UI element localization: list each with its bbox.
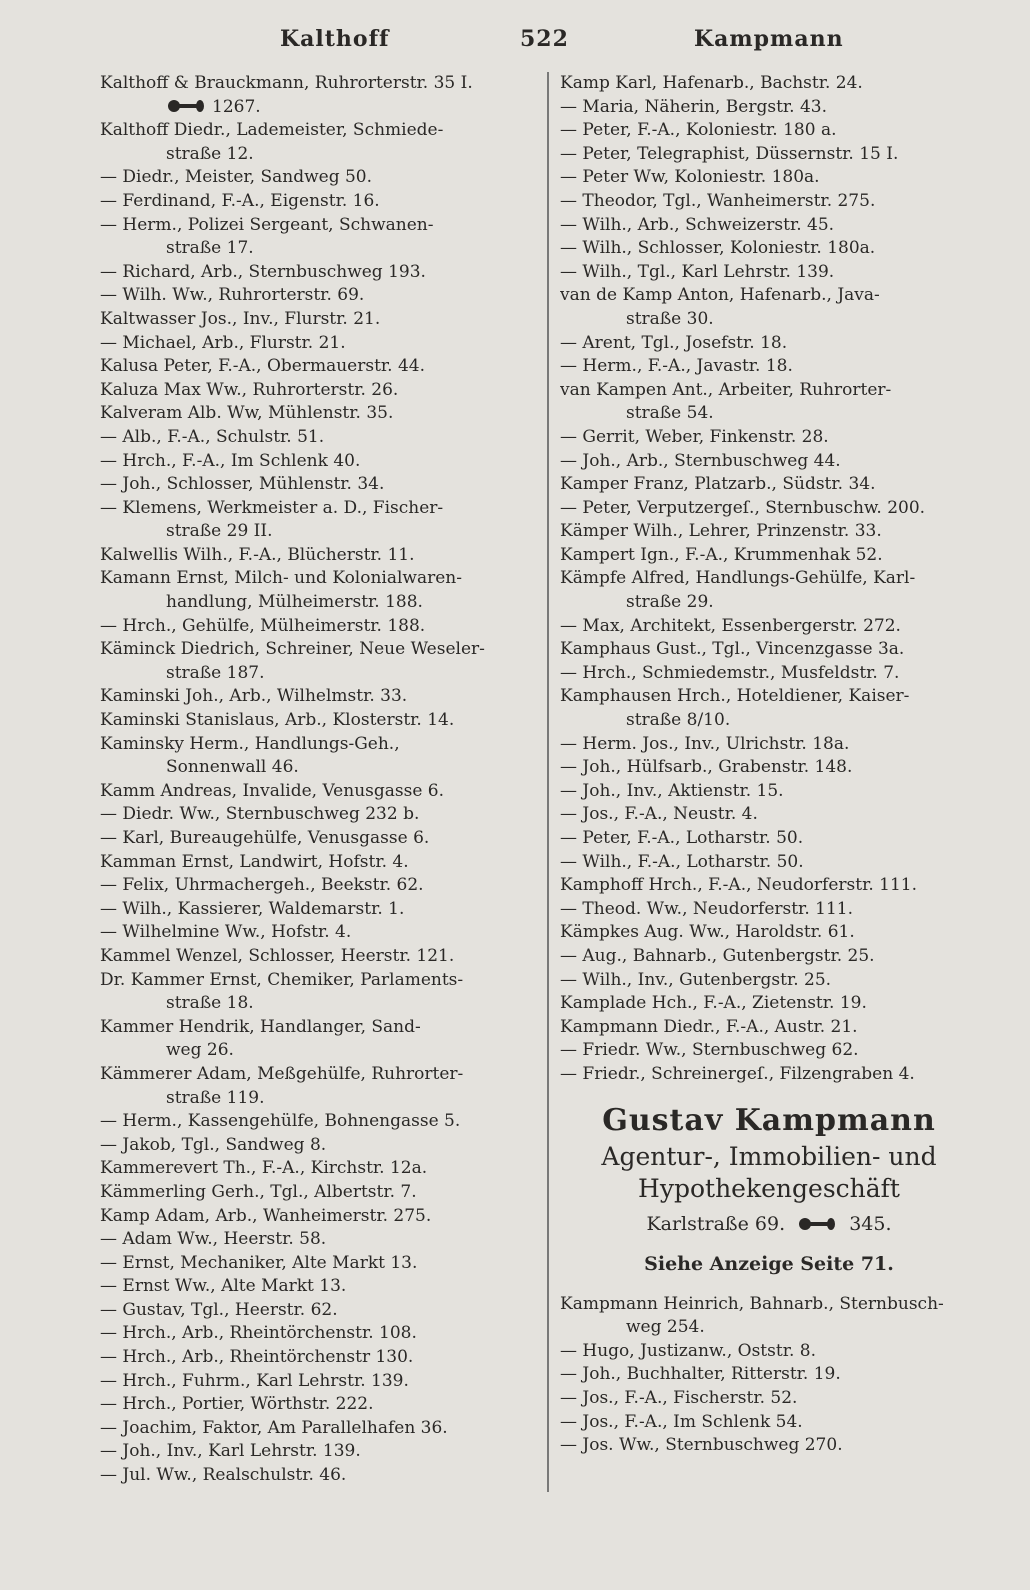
entry-text: Kamp Karl, Hafenarb., Bachstr. 24.	[560, 73, 863, 93]
entry-text: — Wilh., Tgl., Karl Lehrstr. 139.	[560, 261, 835, 282]
advertisement	[560, 1101, 978, 1281]
directory-entry	[100, 803, 532, 827]
entry-text: Kaltwasser Jos., Inv., Flurstr. 21.	[100, 308, 381, 329]
directory-entry	[560, 827, 978, 851]
directory-entry	[560, 780, 978, 804]
entry-text: Dr. Kammer Ernst, Chemiker, Parlaments-	[100, 969, 464, 990]
entry-text: Kamplade Hch., F.-A., Zietenstr. 19.	[560, 993, 867, 1014]
ad-contact	[560, 1207, 978, 1241]
directory-entry	[100, 1110, 532, 1134]
directory-entry	[560, 426, 978, 450]
entry-text: — Jul. Ww., Realschulstr. 46.	[100, 1465, 347, 1486]
entry-text: Kamman Ernst, Landwirt, Hofstr. 4.	[100, 851, 409, 872]
directory-entry	[560, 166, 978, 190]
right-column	[560, 72, 978, 1458]
directory-entry	[100, 1299, 532, 1323]
entry-text: Kammer Hendrik, Handlanger, Sand-	[100, 1016, 421, 1037]
entry-text: — Alb., F.-A., Schulstr. 51.	[100, 426, 325, 447]
entry-text: — Hugo, Justizanw., Oststr. 8.	[560, 1340, 816, 1361]
directory-entry	[100, 96, 532, 120]
directory-entry	[560, 921, 978, 945]
directory-entry	[100, 638, 532, 662]
directory-entry	[100, 214, 532, 238]
directory-entry	[100, 1205, 532, 1229]
directory-entry	[560, 662, 978, 686]
directory-entry	[560, 709, 978, 733]
entry-text: Kampmann Diedr., F.-A., Austr. 21.	[560, 1016, 858, 1037]
directory-entry	[100, 1134, 532, 1158]
directory-entry	[100, 1370, 532, 1394]
entry-text: — Felix, Uhrmachergeh., Beekstr. 62.	[100, 875, 424, 896]
entry-text: — Peter, F.-A., Koloniestr. 180 a.	[560, 120, 837, 141]
directory-entry	[100, 1157, 532, 1181]
directory-entry	[100, 72, 532, 96]
directory-entry	[100, 1346, 532, 1370]
entry-text: — Hrch., Fuhrm., Karl Lehrstr. 139.	[100, 1370, 409, 1391]
directory-entry	[100, 685, 532, 709]
entry-text: — Peter Ww, Koloniestr. 180a.	[560, 167, 820, 188]
directory-entry	[560, 1387, 978, 1411]
directory-entry	[560, 72, 978, 96]
entry-text: straße 30.	[626, 308, 714, 329]
directory-entry	[560, 96, 978, 120]
directory-entry	[100, 851, 532, 875]
ad-phone: 345.	[849, 1212, 892, 1235]
entry-text: Kämpfe Alfred, Handlungs-Gehülfe, Karl-	[560, 568, 916, 589]
page-header	[0, 26, 1030, 62]
entry-text: — Diedr. Ww., Sternbuschweg 232 b.	[100, 804, 420, 825]
telephone-icon	[166, 99, 206, 113]
directory-entry	[560, 1363, 978, 1387]
directory-entry	[100, 308, 532, 332]
directory-entry	[100, 1228, 532, 1252]
directory-entry	[560, 379, 978, 403]
page-number: 522	[520, 26, 569, 52]
directory-entry	[100, 1275, 532, 1299]
entry-text: Kämpkes Aug. Ww., Haroldstr. 61.	[560, 922, 855, 943]
directory-entry	[560, 355, 978, 379]
directory-entry	[100, 591, 532, 615]
entry-text: — Max, Architekt, Essenbergerstr. 272.	[560, 615, 901, 636]
directory-entry	[100, 969, 532, 993]
directory-entry	[560, 756, 978, 780]
entry-text: straße 54.	[626, 403, 714, 424]
entry-text: Kämmerer Adam, Meßgehülfe, Ruhrorter-	[100, 1063, 464, 1084]
directory-entry	[100, 1063, 532, 1087]
entry-text: — Jakob, Tgl., Sandweg 8.	[100, 1134, 327, 1155]
right-column-top-entries	[560, 72, 978, 1087]
entry-text: — Diedr., Meister, Sandweg 50.	[100, 167, 373, 188]
directory-entry	[100, 992, 532, 1016]
entry-text: — Peter, Telegraphist, Düssernstr. 15 I.	[560, 143, 899, 164]
directory-entry	[100, 520, 532, 544]
ad-line-1: Agentur-, Immobilien- und	[601, 1141, 937, 1171]
entry-text: — Hrch., F.-A., Im Schlenk 40.	[100, 450, 361, 471]
directory-entry	[100, 119, 532, 143]
directory-entry	[560, 214, 978, 238]
entry-text: Kamphausen Hrch., Hoteldiener, Kaiser-	[560, 686, 910, 707]
entry-text: Kaminsky Herm., Handlungs-Geh.,	[100, 733, 400, 754]
entry-text: — Aug., Bahnarb., Gutenbergstr. 25.	[560, 945, 875, 966]
entry-text: — Ferdinand, F.-A., Eigenstr. 16.	[100, 190, 380, 211]
ad-reference: Siehe Anzeige Seite 71.	[644, 1252, 894, 1275]
directory-entry	[100, 1440, 532, 1464]
entry-text: — Theodor, Tgl., Wanheimerstr. 275.	[560, 190, 876, 211]
directory-entry	[560, 497, 978, 521]
directory-entry	[560, 615, 978, 639]
directory-entry	[100, 1393, 532, 1417]
entry-text: Kämper Wilh., Lehrer, Prinzenstr. 33.	[560, 521, 882, 542]
directory-entry	[560, 402, 978, 426]
entry-text: — Joh., Buchhalter, Ritterstr. 19.	[560, 1364, 841, 1385]
directory-entry	[560, 685, 978, 709]
entry-text: — Richard, Arb., Sternbuschweg 193.	[100, 261, 426, 282]
entry-text: Kamp Adam, Arb., Wanheimerstr. 275.	[100, 1205, 432, 1226]
directory-entry	[560, 969, 978, 993]
directory-entry	[560, 1016, 978, 1040]
entry-text: — Hrch., Arb., Rheintörchenstr 130.	[100, 1347, 414, 1368]
entry-text: Kaminski Stanislaus, Arb., Klosterstr. 14.	[100, 710, 455, 731]
entry-text: — Hrch., Gehülfe, Mülheimerstr. 188.	[100, 615, 426, 636]
directory-entry	[560, 591, 978, 615]
directory-entry	[100, 426, 532, 450]
directory-entry	[560, 237, 978, 261]
directory-entry	[560, 1340, 978, 1364]
directory-entry	[100, 567, 532, 591]
entry-text: — Arent, Tgl., Josefstr. 18.	[560, 332, 788, 353]
entry-text: — Ernst, Mechaniker, Alte Markt 13.	[100, 1252, 418, 1273]
entry-text: Kalveram Alb. Ww, Mühlenstr. 35.	[100, 403, 394, 424]
directory-entry	[560, 544, 978, 568]
directory-entry	[100, 143, 532, 167]
entry-text: — Joachim, Faktor, Am Parallelhafen 36.	[100, 1417, 448, 1438]
directory-entry	[100, 473, 532, 497]
directory-entry	[560, 450, 978, 474]
directory-entry	[560, 898, 978, 922]
directory-entry	[100, 898, 532, 922]
entry-text: — Friedr., Schreinergeſ., Filzengraben 4.	[560, 1063, 915, 1084]
entry-text: straße 29 II.	[166, 521, 273, 542]
directory-entry	[100, 237, 532, 261]
ad-company-name: Gustav Kampmann	[602, 1102, 936, 1138]
directory-entry	[100, 284, 532, 308]
directory-entry	[100, 615, 532, 639]
entry-text: — Joh., Arb., Sternbuschweg 44.	[560, 450, 841, 471]
entry-text: straße 119.	[166, 1087, 265, 1108]
entry-text: handlung, Mülheimerstr. 188.	[166, 592, 423, 613]
entry-text: — Herm., F.-A., Javastr. 18.	[560, 356, 793, 377]
entry-text: van de Kamp Anton, Hafenarb., Java-	[560, 285, 880, 306]
directory-entry	[100, 756, 532, 780]
entry-text: Kaluza Max Ww., Ruhrorterstr. 26.	[100, 379, 399, 400]
entry-text: weg 254.	[626, 1317, 705, 1338]
directory-entry	[560, 520, 978, 544]
entry-text: — Wilh., Schlosser, Koloniestr. 180a.	[560, 238, 876, 259]
entry-text: Kamphaus Gust., Tgl., Vincenzgasse 3a.	[560, 639, 905, 660]
directory-entry	[560, 1063, 978, 1087]
directory-entry	[560, 190, 978, 214]
entry-text: Kamm Andreas, Invalide, Venusgasse 6.	[100, 780, 445, 801]
entry-text: — Wilh. Ww., Ruhrorterstr. 69.	[100, 285, 365, 306]
entry-text: Kalwellis Wilh., F.-A., Blücherstr. 11.	[100, 544, 415, 565]
directory-entry	[100, 1322, 532, 1346]
directory-entry	[100, 355, 532, 379]
ad-line-2: Hypothekengeschäft	[638, 1173, 900, 1203]
column-divider	[547, 72, 549, 1492]
entry-text: — Wilh., Kassierer, Waldemarstr. 1.	[100, 898, 405, 919]
telephone-icon	[797, 1217, 837, 1231]
directory-entry	[560, 1316, 978, 1340]
entry-text: — Maria, Näherin, Bergstr. 43.	[560, 96, 828, 117]
left-column	[100, 72, 532, 1488]
directory-entry	[100, 261, 532, 285]
entry-text: — Hrch., Portier, Wörthstr. 222.	[100, 1394, 374, 1415]
directory-entry	[100, 1181, 532, 1205]
directory-entry	[560, 1293, 978, 1317]
entry-text: — Gerrit, Weber, Finkenstr. 28.	[560, 426, 829, 447]
entry-text: Kampert Ign., F.-A., Krummenhak 52.	[560, 544, 883, 565]
header-left-keyword: Kalthoff	[280, 26, 390, 52]
directory-entry	[560, 851, 978, 875]
entry-text: — Jos. Ww., Sternbuschweg 270.	[560, 1435, 843, 1456]
entry-text: — Hrch., Arb., Rheintörchenstr. 108.	[100, 1323, 417, 1344]
directory-entry	[100, 921, 532, 945]
directory-entry	[100, 332, 532, 356]
entry-text: — Herm., Polizei Sergeant, Schwanen-	[100, 214, 434, 235]
entry-text: weg 26.	[166, 1040, 234, 1061]
entry-text: Kämmerling Gerh., Tgl., Albertstr. 7.	[100, 1181, 417, 1202]
entry-text: Kaminski Joh., Arb., Wilhelmstr. 33.	[100, 686, 408, 707]
directory-entry	[560, 119, 978, 143]
directory-entry	[100, 379, 532, 403]
directory-entry	[100, 662, 532, 686]
entry-text: 1267.	[212, 96, 261, 117]
entry-text: — Joh., Inv., Karl Lehrstr. 139.	[100, 1441, 361, 1462]
entry-text: Kamann Ernst, Milch- und Kolonialwaren-	[100, 568, 462, 589]
directory-entry	[100, 166, 532, 190]
directory-entry	[560, 803, 978, 827]
entry-text: Kalusa Peter, F.-A., Obermauerstr. 44.	[100, 356, 426, 377]
entry-text: — Theod. Ww., Neudorferstr. 111.	[560, 898, 853, 919]
right-column-bottom-entries	[560, 1293, 978, 1458]
entry-text: Kalthoff & Brauckmann, Ruhrorterstr. 35 I.	[100, 73, 473, 93]
entry-text: — Gustav, Tgl., Heerstr. 62.	[100, 1299, 338, 1320]
entry-text: — Karl, Bureaugehülfe, Venusgasse 6.	[100, 828, 430, 848]
entry-text: straße 187.	[166, 662, 265, 683]
entry-text: — Klemens, Werkmeister a. D., Fischer-	[100, 497, 444, 518]
entry-text: — Wilhelmine Ww., Hofstr. 4.	[100, 922, 352, 943]
entry-text: — Jos., F.-A., Neustr. 4.	[560, 804, 758, 825]
ad-address: Karlstraße 69.	[646, 1212, 786, 1235]
directory-entry	[100, 1087, 532, 1111]
entry-text: — Peter, F.-A., Lotharstr. 50.	[560, 828, 804, 848]
entry-text: Kammel Wenzel, Schlosser, Heerstr. 121.	[100, 945, 455, 966]
directory-entry	[100, 827, 532, 851]
directory-entry	[100, 190, 532, 214]
directory-entry	[100, 402, 532, 426]
directory-entry	[100, 945, 532, 969]
entry-text: — Wilh., F.-A., Lotharstr. 50.	[560, 851, 804, 872]
entry-text: — Jos., F.-A., Im Schlenk 54.	[560, 1411, 803, 1432]
entry-text: Käminck Diedrich, Schreiner, Neue Weseler-	[100, 639, 485, 660]
entry-text: — Joh., Hülfsarb., Grabenstr. 148.	[560, 757, 853, 778]
entry-text: — Wilh., Inv., Gutenbergstr. 25.	[560, 969, 832, 990]
entry-text: — Ernst Ww., Alte Markt 13.	[100, 1276, 347, 1297]
entry-text: — Joh., Schlosser, Mühlenstr. 34.	[100, 474, 385, 495]
entry-text: Kamphoff Hrch., F.-A., Neudorferstr. 111.	[560, 875, 917, 896]
directory-entry	[560, 332, 978, 356]
entry-text: — Wilh., Arb., Schweizerstr. 45.	[560, 214, 835, 235]
entry-text: straße 17.	[166, 238, 254, 259]
directory-entry	[560, 308, 978, 332]
entry-text: Sonnenwall 46.	[166, 757, 299, 778]
directory-entry	[560, 874, 978, 898]
directory-entry	[100, 450, 532, 474]
entry-text: van Kampen Ant., Arbeiter, Ruhrorter-	[560, 379, 892, 400]
entry-text: — Michael, Arb., Flurstr. 21.	[100, 332, 346, 353]
entry-text: straße 18.	[166, 993, 254, 1014]
directory-entry	[100, 1252, 532, 1276]
directory-entry	[100, 544, 532, 568]
directory-entry	[100, 733, 532, 757]
directory-entry	[560, 1039, 978, 1063]
entry-text: straße 12.	[166, 143, 254, 164]
directory-entry	[100, 1016, 532, 1040]
entry-text: — Herm., Kassengehülfe, Bohnengasse 5.	[100, 1111, 461, 1132]
entry-text: — Joh., Inv., Aktienstr. 15.	[560, 780, 784, 801]
entry-text: Kalthoff Diedr., Lademeister, Schmiede-	[100, 120, 444, 141]
entry-text: — Hrch., Schmiedemstr., Musfeldstr. 7.	[560, 662, 900, 683]
entry-text: Kampmann Heinrich, Bahnarb., Sternbusch-	[560, 1293, 944, 1314]
entry-text: straße 29.	[626, 592, 714, 613]
entry-text: straße 8/10.	[626, 710, 731, 731]
entry-text: — Peter, Verputzergeſ., Sternbuschw. 200.	[560, 497, 926, 518]
directory-entry	[100, 1464, 532, 1488]
directory-entry	[100, 1417, 532, 1441]
directory-entry	[560, 261, 978, 285]
directory-entry	[100, 780, 532, 804]
entry-text: — Friedr. Ww., Sternbuschweg 62.	[560, 1040, 859, 1061]
entry-text: Kammerevert Th., F.-A., Kirchstr. 12a.	[100, 1158, 428, 1179]
directory-entry	[100, 497, 532, 521]
directory-entry	[560, 473, 978, 497]
directory-entry	[100, 709, 532, 733]
directory-entry	[560, 1434, 978, 1458]
entry-text: — Jos., F.-A., Fischerstr. 52.	[560, 1387, 798, 1408]
directory-entry	[560, 284, 978, 308]
directory-entry	[100, 874, 532, 898]
entry-text: Kamper Franz, Platzarb., Südstr. 34.	[560, 474, 876, 495]
directory-entry	[560, 1411, 978, 1435]
directory-entry	[560, 567, 978, 591]
directory-entry	[560, 638, 978, 662]
entry-text: — Adam Ww., Heerstr. 58.	[100, 1229, 327, 1250]
entry-text: — Herm. Jos., Inv., Ulrichstr. 18a.	[560, 733, 850, 754]
directory-entry	[100, 1039, 532, 1063]
header-right-keyword: Kampmann	[694, 26, 844, 52]
directory-entry	[560, 733, 978, 757]
directory-entry	[560, 143, 978, 167]
directory-entry	[560, 992, 978, 1016]
directory-entry	[560, 945, 978, 969]
